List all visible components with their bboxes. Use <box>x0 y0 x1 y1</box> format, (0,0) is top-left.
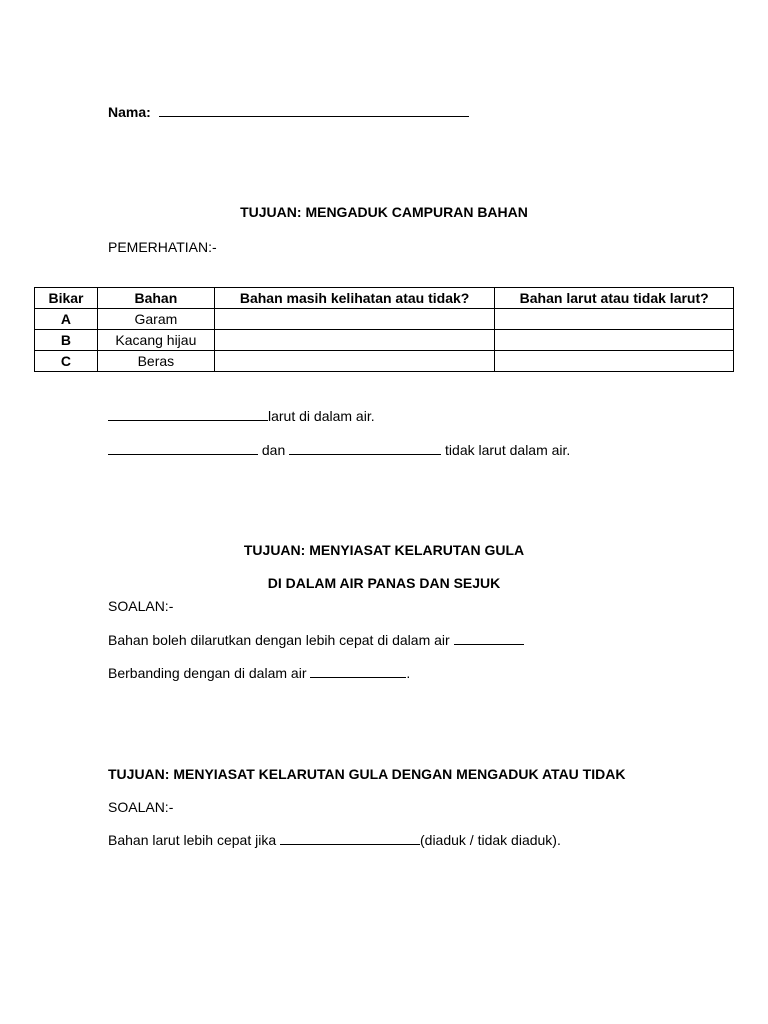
cell-bahan: Beras <box>97 351 214 372</box>
table-row <box>35 351 734 372</box>
name-blank[interactable] <box>159 104 469 117</box>
observation-table <box>34 287 734 372</box>
table-row <box>35 309 734 330</box>
section3-subheading: SOALAN:- <box>108 799 174 815</box>
fill-line-1 <box>108 407 375 425</box>
table-header-row <box>35 288 734 309</box>
blank-1[interactable] <box>108 408 268 421</box>
name-label: Nama: <box>108 104 151 120</box>
fill-line-2-mid: dan <box>261 442 286 458</box>
blank-3[interactable] <box>289 442 441 455</box>
section2-title-line1: TUJUAN: MENYIASAT KELARUTAN GULA <box>243 542 525 558</box>
name-row <box>108 103 469 121</box>
cell-bikar: C <box>35 351 98 372</box>
fill-line-1-text: larut di dalam air. <box>268 408 375 424</box>
fill-line-2-end: tidak larut dalam air. <box>445 442 571 458</box>
header-bikar: Bikar <box>35 288 98 309</box>
section1-subheading: PEMERHATIAN:- <box>108 239 217 255</box>
cell-visible-answer[interactable] <box>214 309 495 330</box>
header-dissolve: Bahan larut atau tidak larut? <box>495 288 734 309</box>
section2-q1-text: Bahan boleh dilarutkan dengan lebih cepat di dalam air <box>108 632 450 648</box>
cell-bikar: A <box>35 309 98 330</box>
section3-q1-end: (diaduk / tidak diaduk). <box>420 832 561 848</box>
section2-q1 <box>108 631 524 649</box>
section2-title-line2: DI DALAM AIR PANAS DAN SEJUK <box>267 575 501 591</box>
section2-q2-end: . <box>406 665 411 681</box>
blank-4[interactable] <box>454 632 524 645</box>
blank-6[interactable] <box>280 832 420 845</box>
header-visible: Bahan masih kelihatan atau tidak? <box>214 288 495 309</box>
section3-q1-start: Bahan larut lebih cepat jika <box>108 832 277 848</box>
blank-2[interactable] <box>108 442 258 455</box>
section1-title: TUJUAN: MENGADUK CAMPURAN BAHAN <box>240 204 528 220</box>
fill-line-2 <box>108 441 570 459</box>
table-row <box>35 330 734 351</box>
cell-bahan: Kacang hijau <box>97 330 214 351</box>
cell-dissolve-answer[interactable] <box>495 351 734 372</box>
cell-dissolve-answer[interactable] <box>495 330 734 351</box>
cell-dissolve-answer[interactable] <box>495 309 734 330</box>
blank-5[interactable] <box>310 665 406 678</box>
cell-bikar: B <box>35 330 98 351</box>
section2-q2 <box>108 664 410 682</box>
section2-q2-text: Berbanding dengan di dalam air <box>108 665 307 681</box>
section3-title: TUJUAN: MENYIASAT KELARUTAN GULA DENGAN MENGADUK ATAU TIDAK <box>108 766 626 782</box>
header-bahan: Bahan <box>97 288 214 309</box>
cell-bahan: Garam <box>97 309 214 330</box>
section2-subheading: SOALAN:- <box>108 598 174 614</box>
cell-visible-answer[interactable] <box>214 330 495 351</box>
cell-visible-answer[interactable] <box>214 351 495 372</box>
section3-q1 <box>108 831 561 849</box>
